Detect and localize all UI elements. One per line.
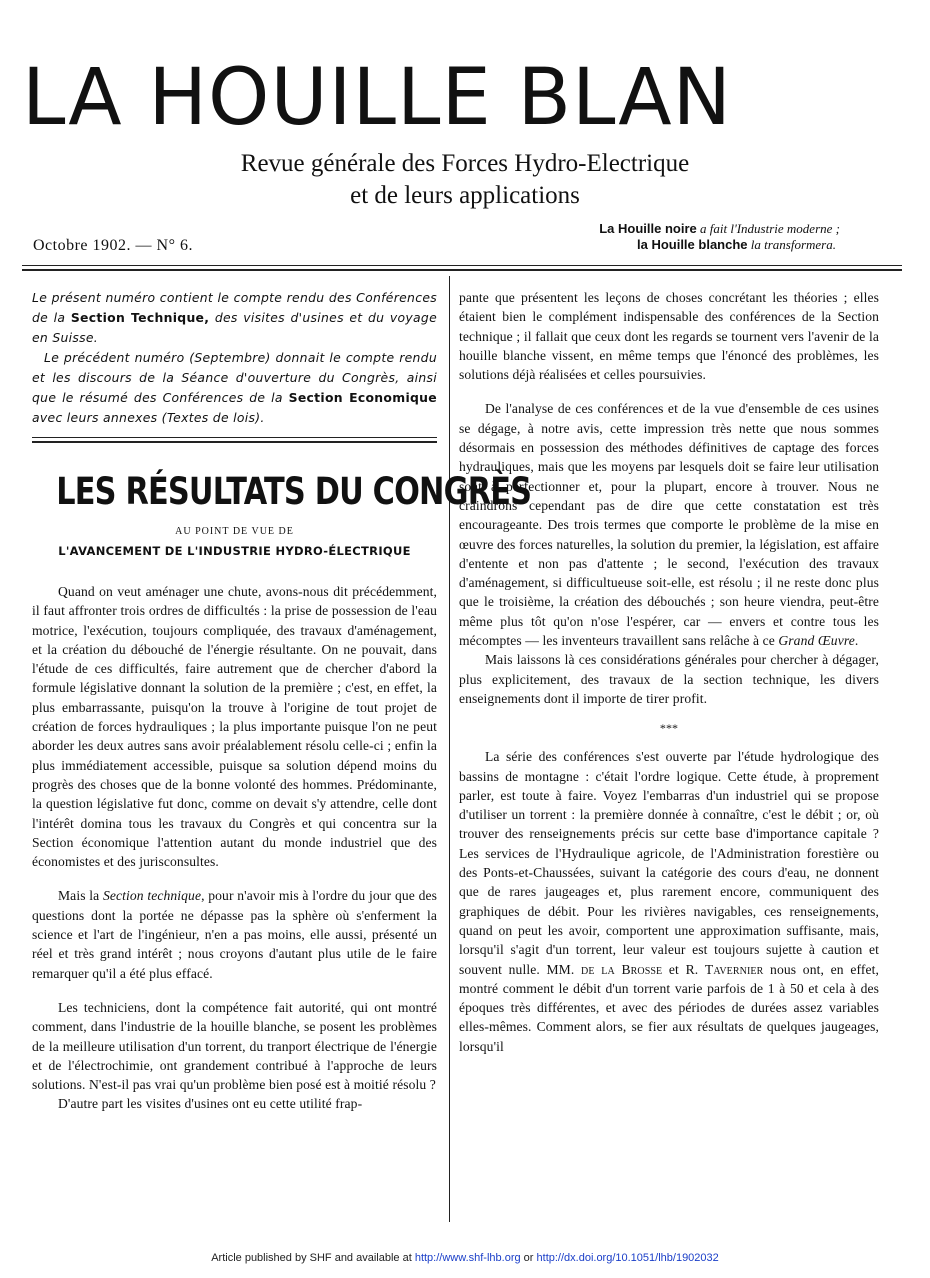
notice-rule [32, 437, 437, 438]
notice-p1-b: des visites d'usines et du voyage en Suisse. [32, 310, 438, 345]
author-de-la-brosse: de la Brosse [581, 961, 663, 977]
motto-l1-rest: a fait l'Industrie moderne ; [700, 221, 840, 236]
right-paragraph-2 [459, 399, 879, 650]
masthead-subtitle-line1: Revue générale des Forces Hydro-Electrique [240, 150, 690, 177]
notice-rule-thick [32, 441, 437, 443]
issue-notice [32, 288, 437, 428]
motto-line2 [516, 237, 836, 253]
article-title: LES RÉSULTATS DU CONGRÈS [56, 470, 532, 513]
notice-p1-a: Le présent numéro contient le compte rendu des Conférences de la [32, 290, 437, 325]
right-p2-b: . [854, 633, 859, 649]
header-rule [22, 265, 902, 266]
left-paragraph-3: Les techniciens, dont la compétence fait autorité, qui ont montré comment, dans l'industrie de la houille blanche, se posent les problèmes de la meilleure utilisation d'un torrent, du tranport électrique de l'énergie et de l'électrochimie, ont grandement contribué à l'approche de leurs solutions. N'est-il pas vrai qu'un problème bien posé est à moitié résolu ? [32, 999, 437, 1093]
section-stars: *** [659, 721, 679, 736]
motto-l2-rest: la transformera. [750, 237, 836, 252]
footer-text-a: Article published by SHF and available at [211, 1252, 415, 1264]
left-paragraph-1: Quand on veut aménager une chute, avons-nous dit précédemment, il faut affronter trois ordres de difficultés : la prise de possession de l'eau motrice, l'exécution, toujours compliquée, des travaux d'aménagement, et la création du débouché de l'énergie résultante. On ne pouvait, dans l'étude de ces difficultés, faire autrement que de chercher d'abord la formule législative donnant la solution de la première ; c'est, en effet, la plus embarrassante, puisqu'on la trouve à l'origine de tout projet de création de forces hydrauliques ; la plus importante puisque l'on ne peut aborder les deux autres sans avoir préalablement résolu celle-ci ; enfin la plus immédiatement accessible, puisque sa solution dépend moins du progrès des choses que de la bonne volonté des hommes. Prédominante, la question législative fut donc, comme on devait s'y attendre, celle dont l'intérêt domina tous les travaux du Congrès et qui concentra sur la Section économique l'attention autant du monde industriel que des économistes et des jurisconsultes. [32, 584, 437, 870]
left-p2-a: Mais la [58, 888, 103, 904]
motto-l1-bold: La Houille noire [599, 221, 697, 236]
masthead-subtitle-line2: et de leurs applications [350, 182, 580, 209]
notice-paragraph-1 [32, 288, 437, 348]
right-paragraph-4 [459, 747, 879, 1056]
motto-l2-bold: la Houille blanche [636, 237, 748, 252]
motto-line1 [520, 221, 840, 237]
right-p4-mid: et R. [662, 961, 705, 977]
header-rule-thick [22, 269, 902, 271]
issue-date: Octobre 1902. — N° 6. [33, 237, 193, 254]
column-divider [449, 276, 450, 1222]
notice-p2-bold: Section Economique [288, 390, 437, 405]
publication-footer [0, 1252, 930, 1264]
right-p4-b: nous ont, en effet, montré comment le débit d'un torrent varie parfois de 1 à 50 et cela à des époques très différentes, et avec des périodes de durées assez variables elles-mêmes. Comment alors, se fier aux résultats de quelques jaugeages, lorsqu'il [459, 961, 879, 1054]
left-paragraph-4: D'autre part les visites d'usines ont eu cette utilité frap- [58, 1096, 363, 1112]
article-kicker: AU POINT DE VUE DE [175, 526, 294, 537]
right-paragraph-3: Mais laissons là ces considérations générales pour chercher à dégager, plus explicitement, des travaux de la section technique, les divers enseignements dont il importe de tirer profit. [459, 652, 879, 706]
footer-link-doi[interactable]: http://dx.doi.org/10.1051/lhb/1902032 [536, 1252, 719, 1264]
right-p2-a: De l'analyse de ces conférences et de la vue d'ensemble de ces usines se dégage, à notre avis, cette impression très nette que nous sommes désormais en possession des méthodes définitives de captage des forces hydrauliques, mais que les moyens par lesquels doit se faire leur utilisation sont à perfectionner et, pour la plupart, encore à trouver. Nous ne craindrons cependant pas de dire que cette constatation est très encourageante. Des trois termes que comporte le problème de la mise en œuvre des forces naturelles, la solution du premier, la législation, est affaire d'entente et non pas d'attente ; le second, l'exécution des travaux d'aménagement, si difficultueuse soit-elle, est résolu ; il ne reste donc plus que le troisième, la création des débouchés ; son heure viendra, peut-être même plus tôt qu'on n'ose l'espérer, car — envers et contre tous les mécomptes — les inventeurs travaillent sans relâche à ce [459, 401, 879, 649]
notice-p2-b: avec leurs annexes (Textes de lois). [32, 410, 265, 425]
notice-paragraph-2 [32, 348, 437, 428]
right-p2-italic: Grand Œuvre [778, 633, 855, 649]
notice-p2-a: Le précédent numéro (Septembre) donnait le compte rendu et les discours de la Séance d'ouverture du Congrès, ainsi que le résumé des Conférences de la [32, 350, 437, 405]
article-subtitle: L'AVANCEMENT DE L'INDUSTRIE HYDRO-ÉLECTRIQUE [58, 544, 411, 558]
left-paragraph-2 [32, 886, 437, 982]
left-p2-italic: Section technique [102, 888, 202, 904]
right-p4-a: La série des conférences s'est ouverte par l'étude hydrologique des bassins de montagne : c'était l'ordre logique. Cette étude, à proprement parler, est toute à faire. Voyez l'embarras d'un industriel qui se propose d'utiliser un torrent : la première donnée à connaître, c'est le débit ; or, où trouver des renseignements précis sur cette base d'importance capitale ? Les services de l'Hydraulique agricole, de l'Administration forestière ou des Ponts-et-Chaussées, suivant la catégorie des cours d'eau, ne donnent que de rares jaugeages et, plus rarement encore, communiquent des graphiques de débit. Pour les rivières navigables, ces renseignements, quand on peut les avoir, comportent une approximation suffisante, mais, lorsqu'il s'agit d'un torrent, leur valeur est toujours sujette à caution et souvent nulle. MM. [459, 749, 879, 977]
notice-p1-bold: Section Technique, [70, 310, 210, 325]
right-paragraph-1: pante que présentent les leçons de choses concrétant les théories ; elles étaient bien le complément indispensable des conférences de la Section technique ; il fallait que ceux dont les regards se tournent vers l'avenir de la houille blanche vissent, en même temps que l'énoncé des problèmes, les solutions déjà réalisées et celles poursuivies. [459, 290, 879, 383]
right-column [459, 288, 879, 1222]
author-tavernier: Tavernier [704, 961, 764, 977]
footer-link-shf[interactable]: http://www.shf-lhb.org [414, 1252, 521, 1264]
masthead-title: LA HOUILLE BLAN [22, 58, 732, 138]
left-column [32, 582, 437, 1222]
left-p2-b: , pour n'avoir mis à l'ordre du jour que des questions dont la portée ne dépasse pas la sphère où s'enferment la science et l'art de l'ingénieur, n'en a pas moins, elle aussi, présenté un réel et très grand intérêt ; nous croyons d'autant plus utile de le faire remarquer qu'il a été plus effacé. [32, 888, 437, 981]
footer-text-b: or [520, 1252, 537, 1264]
